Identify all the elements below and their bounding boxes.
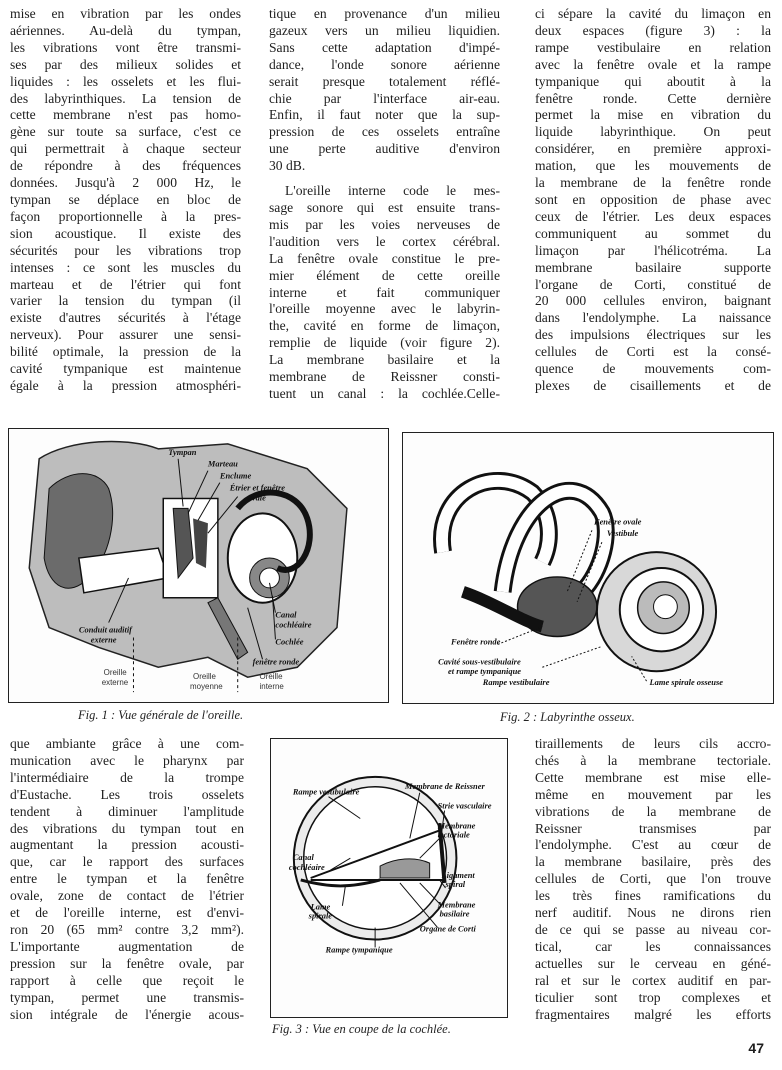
fig3-label-tectoriale-2: tectoriale <box>437 829 470 840</box>
text-line: Sans cette adaptation d'impé- <box>269 39 500 55</box>
bottom-column-1 <box>10 736 244 1023</box>
fig1-label-cochlee: Cochlée <box>275 636 304 647</box>
text-line: La fenêtre ovale constitue le pre- <box>269 250 500 266</box>
text-line: communiquent au sommet du <box>535 225 771 241</box>
text-line: et de l'oreille interne, est d'envi- <box>10 905 244 921</box>
fig2-label-cavite: Cavité sous-vestibulaire <box>438 656 521 667</box>
figure-2-caption: Fig. 2 : Labyrinthe osseux. <box>500 710 635 724</box>
text-line: des labyrinthiques. La tension de <box>10 90 241 106</box>
fig3-label-basilaire-2: basilaire <box>439 908 470 919</box>
fig1-label-etrier: Étrier et fenêtre <box>229 482 285 493</box>
text-line: nerf auditif. Nous ne dirons rien <box>535 905 771 921</box>
text-line: 30 dB. <box>269 158 306 174</box>
fig3-label-rampe-tympanique: Rampe tympanique <box>325 944 393 955</box>
text-line: 20 000 cellules environ, baignant <box>535 293 771 309</box>
text-line: entre le tympan et la fenêtre <box>10 871 244 887</box>
text-line: des vibrations du tympan tout en <box>10 820 244 836</box>
text-line: que ambiante grâce à une com- <box>10 736 244 751</box>
fig2-label-cavite-2: et rampe tympanique <box>448 666 522 677</box>
text-line: membrane de Reissner consti- <box>269 369 500 385</box>
text-line: Cette membrane est mise elle- <box>535 769 771 785</box>
text-line: des impulsions électriques sur les <box>535 327 771 343</box>
fig1-label-conduit-2: externe <box>90 634 117 645</box>
fig1-label-fenetre-ronde: fenêtre ronde <box>252 656 300 667</box>
text-line: munication avec le pharynx par <box>10 752 244 768</box>
text-line: bilité optimale, la pression de la <box>10 344 241 360</box>
text-line: L'oreille interne code le mes- <box>285 183 500 199</box>
text-line: considérer, en première approxi- <box>535 141 771 157</box>
text-line: rapport à celle que reçoit le <box>10 972 244 988</box>
text-line: rampe vestibulaire en relation <box>535 39 771 55</box>
text-line: tiraillements de leurs cils accro- <box>535 736 771 751</box>
text-line: données. Jusqu'à 2 000 Hz, le <box>10 175 241 191</box>
fig1-label-canal: Canal <box>275 609 297 620</box>
fig3-label-ligament: Ligament <box>441 870 475 880</box>
text-line: tympan se déplace en bloc de <box>10 191 241 207</box>
text-line: ticulier sont trop complexes et <box>535 989 771 1005</box>
text-line: cellules de Corti est la consé- <box>535 344 771 360</box>
text-line: cellules de Corti, que l'on trouve <box>535 871 771 887</box>
text-line: gazeux vers un milieu liquidien. <box>269 22 500 38</box>
text-line: les très fines ramifications du <box>535 888 771 904</box>
text-line: fenêtre ronde. Cette dernière <box>535 90 771 106</box>
figure-2-bony-labyrinth <box>402 432 774 704</box>
text-line: sécurités pour les vibrations trop <box>10 242 241 258</box>
text-line: aériennes. Au-delà du tympan, <box>10 22 241 38</box>
text-line: ral et sur le cortex auditif en par- <box>535 972 771 988</box>
text-line: membrane basilaire supporte <box>535 259 771 275</box>
top-column-3 <box>535 6 771 395</box>
fig1-label-etrier-2: ovale <box>247 492 266 503</box>
fig1-label-oreille-moyenne-2: moyenne <box>190 682 223 692</box>
text-line: vibrations de la membrane de <box>535 803 771 819</box>
text-line: intenses : ce sont les muscles du <box>10 259 241 275</box>
text-line: deux espaces (figure 3) : la <box>535 22 771 38</box>
text-line: L'importante augmentation de <box>10 938 244 954</box>
text-line: l'intermédiaire de la trompe <box>10 769 244 785</box>
figure-3-caption: Fig. 3 : Vue en coupe de la cochlée. <box>272 1022 451 1036</box>
text-line: une perte auditive d'environ <box>269 141 500 157</box>
text-line: La membrane basilaire et la <box>269 352 500 368</box>
text-line: varier la tension du tympan (il <box>10 293 241 309</box>
text-line: fragmentaires malgré les efforts <box>535 1006 771 1022</box>
text-line: mis par les voies nerveuses de <box>269 216 500 232</box>
text-line: limaçon par l'hélicotréma. La <box>535 242 771 258</box>
fig1-label-oreille-moyenne: Oreille <box>193 672 216 682</box>
text-line: sage sonore qui est ensuite trans- <box>269 199 500 215</box>
text-line: de répondre à des fréquences <box>10 158 241 174</box>
text-line: dance, l'onde sonore aérienne <box>269 56 500 72</box>
fig3-label-strie: Strie vasculaire <box>437 800 492 811</box>
text-line: ses par des milieux solides et <box>10 56 241 72</box>
fig1-label-oreille-externe: Oreille <box>103 668 127 678</box>
fig3-label-basilaire: Membrane <box>437 899 476 910</box>
text-line: façon proportionnelle à la pres- <box>10 208 241 224</box>
text-line: cette membrane n'est pas homo- <box>10 107 241 123</box>
text-line: ovale, zone de contact de l'étrier <box>10 888 244 904</box>
text-line: cavité tympanique est maintenue <box>10 361 241 377</box>
text-line: chie par l'interface air-eau. <box>269 90 500 106</box>
text-line: liquide labyrinthique. On peut <box>535 124 771 140</box>
page-number: 47 <box>748 1040 764 1056</box>
text-line: actuelles sur le cerveau en géné- <box>535 955 771 971</box>
text-line: mier élément de cette oreille <box>269 267 500 283</box>
text-line: dans l'endolymphe. La naissance <box>535 310 771 326</box>
fig2-label-fenetre-ronde: Fenêtre ronde <box>451 636 501 647</box>
text-line: quence de mouvements com- <box>535 361 771 377</box>
text-line: sont en opposition de phase avec <box>535 191 771 207</box>
fig3-label-rampe-vestibulaire: Rampe vestibulaire <box>292 786 360 797</box>
text-line: permet la mise en vibration du <box>535 107 771 123</box>
fig3-label-lame: Lame <box>310 901 331 912</box>
text-line: égale à la pression atmosphéri- <box>10 377 241 393</box>
figure-1-ear-overview <box>8 428 389 703</box>
text-line: serait presque totalement réflé- <box>269 73 500 89</box>
text-line: existe d'autres sécurités à l'étage <box>10 310 241 326</box>
fig1-label-canal-2: cochléaire <box>275 619 312 630</box>
text-line: the, cavité en forme de limaçon, <box>269 318 500 334</box>
fig3-label-canal-2: cochléaire <box>288 862 325 873</box>
fig3-label-corti: Organe de Corti <box>419 923 476 934</box>
fig2-label-vestibule: Vestibule <box>606 528 639 539</box>
text-line: nerveux). Pour assurer une sensi- <box>10 327 241 343</box>
text-line: l'endolymphe. C'est au cœur de <box>535 837 771 853</box>
fig1-label-oreille-interne-2: interne <box>259 682 284 692</box>
figure-1-caption: Fig. 1 : Vue générale de l'oreille. <box>78 708 244 722</box>
text-line: pression de ces osselets entraîne <box>269 124 500 140</box>
fig1-label-oreille-externe-2: externe <box>101 678 129 688</box>
text-line: mation, que les mouvements de <box>535 158 771 174</box>
text-line: pression sur la fenêtre ovale, par <box>10 955 244 971</box>
top-column-1 <box>10 6 241 395</box>
text-line: gène sur toute sa surface, c'est ce <box>10 124 241 140</box>
text-line: tympanique qui aboutit à la <box>535 73 771 89</box>
text-line: marteau et de l'étrier qui font <box>10 276 241 292</box>
fig3-label-reissner: Membrane de Reissner <box>404 780 485 791</box>
fig3-label-canal: Canal <box>292 852 314 863</box>
fig3-label-ligament-2: spiral <box>445 878 466 889</box>
text-line: liquides : les osselets et les flui- <box>10 73 241 89</box>
text-line: ci sépare la cavité du limaçon en <box>535 6 771 21</box>
bottom-column-3 <box>535 736 771 1023</box>
text-line: qui permettrait à chaque secteur <box>10 141 241 157</box>
text-line: de ce qui se passe au niveau cor- <box>535 921 771 937</box>
text-line: l'audition vers le cortex cérébral. <box>269 233 500 249</box>
text-line: l'organe de Corti, constitué de <box>535 276 771 292</box>
text-line: la membrane basilaire, près des <box>535 854 771 870</box>
text-line: remplie de liquide (voir figure 2). <box>269 335 500 351</box>
fig2-label-fenetre-ovale: Fenêtre ovale <box>593 516 642 527</box>
fig3-label-lame-2: spirale <box>308 910 333 921</box>
text-line: l'oreille moyenne avec le labyrin- <box>269 301 500 317</box>
text-line: ron 20 (65 mm² contre 3,2 mm²). <box>10 921 244 937</box>
fig1-label-enclume: Enclume <box>219 470 252 481</box>
text-line: augmentant la pression acousti- <box>10 837 244 853</box>
text-line: ceux de l'étrier. Les deux espaces <box>535 208 771 224</box>
fig1-label-tympan: Tympan <box>168 446 197 457</box>
text-line: Enfin, il faut noter que la sup- <box>269 107 500 123</box>
text-line: mise en vibration par les ondes <box>10 6 241 21</box>
fig3-label-tectoriale: Membrane <box>437 820 476 831</box>
text-line: tuent un canal : la cochlée.Celle- <box>269 385 500 401</box>
text-line: chés à la membrane tectoriale. <box>535 752 771 768</box>
text-line: tical, car les connaissances <box>535 938 771 954</box>
text-line: tympan, permet une transmis- <box>10 989 244 1005</box>
text-line: sion intégrale de l'énergie acous- <box>10 1006 244 1022</box>
fig1-label-conduit: Conduit auditif <box>78 624 133 635</box>
text-line: interne et fait communiquer <box>269 284 500 300</box>
fig2-label-rampe-vestibulaire: Rampe vestibulaire <box>482 677 550 688</box>
fig2-label-lame-spirale: Lame spirale osseuse <box>649 677 723 688</box>
text-line: sion acoustique. Il existe des <box>10 225 241 241</box>
fig1-label-oreille-interne: Oreille <box>259 672 283 682</box>
text-line: la membrane de la fenêtre ronde <box>535 175 771 191</box>
text-line: plexes de cisaillements et de <box>535 377 771 393</box>
text-line: d'Eustache. Les trois osselets <box>10 786 244 802</box>
text-line: Reissner transmises par <box>535 820 771 836</box>
text-line: même en mouvement par les <box>535 786 771 802</box>
text-line: tique en provenance d'un milieu <box>269 6 500 21</box>
text-line: les vibrations vont être transmi- <box>10 39 241 55</box>
text-line: que, car le rapport des surfaces <box>10 854 244 870</box>
fig1-label-marteau: Marteau <box>207 458 238 469</box>
figure-3-cochlea-section <box>270 738 508 1018</box>
text-line: tendent à diminuer l'amplitude <box>10 803 244 819</box>
text-line: avec la fenêtre ovale et la rampe <box>535 56 771 72</box>
top-column-2 <box>269 6 500 403</box>
